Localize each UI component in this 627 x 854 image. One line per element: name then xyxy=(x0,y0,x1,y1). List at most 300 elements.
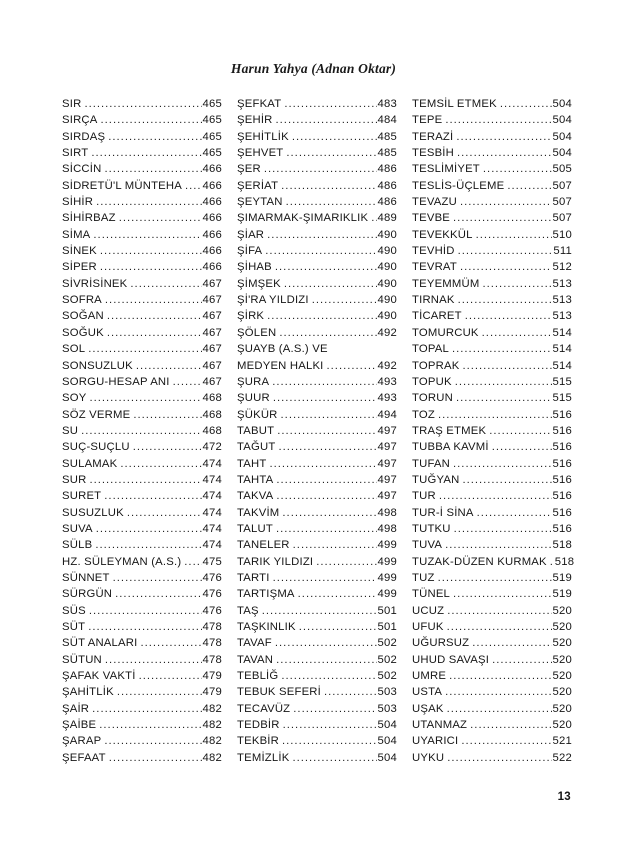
entry-term: ŞEHVET xyxy=(237,147,284,160)
dot-leader xyxy=(105,292,202,308)
entry-page: 468 xyxy=(202,408,222,421)
index-entry xyxy=(62,308,222,324)
dot-leader xyxy=(84,96,201,112)
entry-term: TOPRAK xyxy=(412,359,460,372)
index-entry xyxy=(412,570,572,586)
entry-term: UYARICI xyxy=(412,735,459,748)
index-entry xyxy=(237,161,397,177)
index-entry xyxy=(62,554,222,570)
index-entry xyxy=(412,750,572,766)
index-entry xyxy=(412,210,572,226)
index-entry xyxy=(412,341,572,357)
entry-term: ŞÜKÜR xyxy=(237,408,278,421)
entry-page: 465 xyxy=(202,147,222,160)
entry-page: 516 xyxy=(552,408,572,421)
index-entry xyxy=(62,407,222,423)
index-entry xyxy=(62,194,222,210)
entry-term: MEDYEN HALKI xyxy=(237,359,324,372)
entry-term: ŞEHİR xyxy=(237,114,273,127)
dot-leader xyxy=(276,472,376,488)
entry-term: Şİ'RA YILDIZI xyxy=(237,294,309,307)
entry-term: SULAMAK xyxy=(62,457,118,470)
dot-leader xyxy=(453,456,552,472)
entry-page: 493 xyxy=(377,392,397,405)
dot-leader xyxy=(453,210,552,226)
entry-term: TAVAF xyxy=(237,637,272,650)
dot-leader xyxy=(298,586,377,602)
index-entry xyxy=(62,374,222,390)
index-entry xyxy=(237,194,397,210)
dot-leader xyxy=(88,341,201,357)
entry-page: 503 xyxy=(377,686,397,699)
index-entry xyxy=(62,570,222,586)
entry-term: SURET xyxy=(62,490,102,503)
entry-term: ŞARAP xyxy=(62,735,102,748)
dot-leader xyxy=(284,96,376,112)
entry-page: 490 xyxy=(377,277,397,290)
entry-term: ŞİRK xyxy=(237,310,265,323)
entry-term: ŞUAYB (A.S.) VE xyxy=(237,343,328,356)
index-entry xyxy=(62,684,222,700)
index-entry xyxy=(412,668,572,684)
entry-page: 478 xyxy=(202,621,222,633)
dot-leader xyxy=(267,308,376,324)
entry-term: SU xyxy=(62,424,79,437)
dot-leader xyxy=(447,619,552,635)
entry-page: 482 xyxy=(202,719,222,732)
index-entry xyxy=(62,178,222,194)
entry-term: SÜTUN xyxy=(62,653,102,666)
running-header: Harun Yahya (Adnan Oktar) xyxy=(230,61,397,76)
entry-page: 511 xyxy=(553,245,572,258)
entry-term: TRAŞ ETMEK xyxy=(412,424,487,437)
index-entry xyxy=(412,178,572,194)
dot-leader xyxy=(283,717,377,733)
index-entry xyxy=(62,390,222,406)
index-entry xyxy=(237,259,397,275)
dot-leader xyxy=(104,733,201,749)
index-entry xyxy=(237,407,397,423)
index-entry xyxy=(412,358,572,374)
entry-page: 482 xyxy=(202,735,222,748)
index-entry xyxy=(412,652,572,668)
index-entry xyxy=(412,308,572,324)
index-entry xyxy=(62,276,222,292)
dot-leader xyxy=(108,129,201,145)
entry-term: TAHT xyxy=(237,457,267,470)
dot-leader xyxy=(267,227,376,243)
dot-leader xyxy=(292,750,376,766)
index-entry xyxy=(412,227,572,243)
entry-page: 499 xyxy=(377,555,397,568)
index-entry xyxy=(237,684,397,700)
entry-term: SIRDAŞ xyxy=(62,130,106,143)
entry-term: ŞEFKAT xyxy=(237,98,282,110)
dot-leader xyxy=(507,178,551,194)
index-entry xyxy=(237,308,397,324)
dot-leader xyxy=(286,194,377,210)
entry-page: 504 xyxy=(552,98,572,110)
index-entry xyxy=(237,358,397,374)
entry-page: 515 xyxy=(552,375,572,388)
entry-term: ŞİMŞEK xyxy=(237,277,281,290)
entry-page: 466 xyxy=(202,228,222,241)
entry-page: 519 xyxy=(552,571,572,584)
entry-page: 492 xyxy=(377,326,397,339)
dot-leader xyxy=(482,325,552,341)
index-entry xyxy=(412,488,572,504)
entry-page: 467 xyxy=(202,343,222,356)
entry-term: SİCCİN xyxy=(62,163,102,176)
entry-page: 504 xyxy=(377,735,397,748)
entry-page: 513 xyxy=(552,310,572,323)
entry-term: TUĞYAN xyxy=(412,473,460,486)
dot-leader xyxy=(91,145,201,161)
index-entry xyxy=(62,619,222,635)
index-entry xyxy=(237,668,397,684)
dot-leader xyxy=(465,308,552,324)
dot-leader xyxy=(96,521,202,537)
entry-page: 466 xyxy=(202,196,222,209)
entry-term: TUVA xyxy=(412,539,443,552)
entry-page: 513 xyxy=(552,294,572,307)
dot-leader xyxy=(273,390,377,406)
dot-leader xyxy=(327,358,377,374)
entry-page: 514 xyxy=(552,343,572,356)
entry-page: 514 xyxy=(552,359,572,372)
index-entry xyxy=(237,488,397,504)
entry-term: TOZ xyxy=(412,408,435,421)
dot-leader xyxy=(292,129,377,145)
dot-leader xyxy=(115,586,201,602)
entry-term: TUR xyxy=(412,490,436,503)
entry-page: 490 xyxy=(377,310,397,323)
entry-term: ŞIMARMAK-ŞIMARIKLIK xyxy=(237,212,369,225)
entry-page: 468 xyxy=(202,392,222,405)
entry-term: TOPAL xyxy=(412,343,449,356)
entry-page: 486 xyxy=(377,179,397,192)
index-entry xyxy=(237,178,397,194)
entry-page: 520 xyxy=(552,604,572,617)
index-entry xyxy=(412,407,572,423)
entry-page: 499 xyxy=(377,588,397,601)
entry-page: 493 xyxy=(377,375,397,388)
entry-page: 501 xyxy=(377,604,397,617)
dot-leader xyxy=(92,701,201,717)
entry-page: 513 xyxy=(552,277,572,290)
index-entry xyxy=(237,521,397,537)
entry-term: SİNEK xyxy=(62,245,97,258)
entry-page: 512 xyxy=(552,261,572,274)
index-entry xyxy=(237,652,397,668)
entry-term: SÖZ VERME xyxy=(62,408,131,421)
dot-leader xyxy=(492,439,552,455)
entry-page: 490 xyxy=(377,294,397,307)
entry-page: 482 xyxy=(202,702,222,715)
entry-term: UĞURSUZ xyxy=(412,637,470,650)
dot-leader xyxy=(461,733,551,749)
entry-term: ŞEHİTLİK xyxy=(237,130,289,143)
entry-page: 502 xyxy=(377,637,397,650)
entry-term: TEDBİR xyxy=(237,719,280,732)
entry-page: 476 xyxy=(202,604,222,617)
entry-page: 475 xyxy=(202,555,222,568)
entry-term: SIR xyxy=(62,98,82,110)
dot-leader xyxy=(492,652,551,668)
index-entry xyxy=(237,210,397,226)
entry-page: 507 xyxy=(552,179,572,192)
dot-leader xyxy=(185,178,202,194)
dot-leader xyxy=(462,472,551,488)
index-entry xyxy=(62,488,222,504)
index-entry xyxy=(412,554,575,570)
dot-leader xyxy=(455,374,552,390)
index-entry xyxy=(62,358,222,374)
dot-leader xyxy=(127,505,202,521)
entry-page: 499 xyxy=(377,539,397,552)
entry-term: TEPE xyxy=(412,114,443,127)
dot-leader xyxy=(460,194,552,210)
entry-term: TEVBE xyxy=(412,212,451,225)
entry-term: UHUD SAVAŞI xyxy=(412,653,490,666)
dot-leader xyxy=(282,733,377,749)
index-entry xyxy=(237,570,397,586)
entry-term: SUR xyxy=(62,473,87,486)
index-entry xyxy=(237,733,397,749)
index-entry xyxy=(412,374,572,390)
index-entry xyxy=(237,325,397,341)
dot-leader xyxy=(324,684,377,700)
dot-leader xyxy=(312,292,377,308)
index-entry xyxy=(62,341,222,357)
entry-page: 497 xyxy=(377,424,397,437)
entry-term: SÜRGÜN xyxy=(62,588,113,601)
index-entry xyxy=(412,537,572,553)
dot-leader xyxy=(439,488,552,504)
entry-term: ŞEYTAN xyxy=(237,196,283,209)
entry-term: SIRT xyxy=(62,147,89,160)
index-column xyxy=(62,96,222,766)
dot-leader xyxy=(277,423,376,439)
entry-term: SUVA xyxy=(62,522,93,535)
entry-page: 489 xyxy=(377,212,397,225)
dot-leader xyxy=(265,243,376,259)
dot-leader xyxy=(89,603,202,619)
index-entry xyxy=(412,292,572,308)
entry-page: 516 xyxy=(552,457,572,470)
index-entry xyxy=(412,129,572,145)
index-entry xyxy=(412,96,572,112)
entry-page: 503 xyxy=(377,702,397,715)
index-entry xyxy=(62,603,222,619)
index-entry xyxy=(237,243,397,259)
entry-page: 516 xyxy=(552,473,572,486)
dot-leader xyxy=(293,537,377,553)
index-entry xyxy=(62,96,222,112)
dot-leader xyxy=(460,259,552,275)
entry-term: SUSUZLUK xyxy=(62,506,124,519)
entry-page: 474 xyxy=(202,473,222,486)
index-entry xyxy=(237,341,397,357)
entry-page: 504 xyxy=(552,130,572,143)
dot-leader xyxy=(458,243,553,259)
entry-term: SOY xyxy=(62,392,87,405)
entry-term: ŞUUR xyxy=(237,392,270,405)
dot-leader xyxy=(447,701,552,717)
dot-leader xyxy=(454,521,552,537)
entry-term: TARIK YILDIZI xyxy=(237,555,314,568)
index-entry xyxy=(412,259,572,275)
index-entry xyxy=(237,423,397,439)
index-entry xyxy=(237,96,397,112)
entry-page: 479 xyxy=(202,670,222,683)
entry-page: 501 xyxy=(377,621,397,633)
entry-term: ŞURA xyxy=(237,375,270,388)
entry-page: 467 xyxy=(202,359,222,372)
entry-term: TERAZİ xyxy=(412,130,454,143)
entry-term: TABUT xyxy=(237,424,275,437)
dot-leader xyxy=(184,554,201,570)
entry-page: 492 xyxy=(377,359,397,372)
entry-term: TUTKU xyxy=(412,522,451,535)
entry-page: 507 xyxy=(552,212,572,225)
entry-page: 499 xyxy=(377,571,397,584)
dot-leader xyxy=(458,292,552,308)
dot-leader xyxy=(104,488,201,504)
entry-page: 490 xyxy=(377,245,397,258)
entry-page: 490 xyxy=(377,261,397,274)
entry-term: UMRE xyxy=(412,670,447,683)
index-column xyxy=(412,96,575,766)
entry-page: 497 xyxy=(377,457,397,470)
index-entry xyxy=(412,717,572,733)
entry-term: SOFRA xyxy=(62,294,102,307)
entry-page: 479 xyxy=(202,686,222,699)
dot-leader xyxy=(276,112,377,128)
dot-leader xyxy=(299,619,377,635)
entry-term: ŞİHAB xyxy=(237,261,272,274)
dot-leader xyxy=(457,145,552,161)
entry-page: 516 xyxy=(552,522,572,535)
dot-leader xyxy=(107,325,202,341)
entry-page: 466 xyxy=(202,212,222,225)
entry-page: 466 xyxy=(202,163,222,176)
entry-term: TESLİS-ÜÇLEME xyxy=(412,179,505,192)
entry-term: TAKVA xyxy=(237,490,274,503)
entry-term: ŞAHİTLİK xyxy=(62,686,114,699)
dot-leader xyxy=(445,537,551,553)
entry-term: SOL xyxy=(62,343,86,356)
entry-term: TEYEMMÜM xyxy=(412,277,480,290)
index-entry xyxy=(412,521,572,537)
entry-term: TOPUK xyxy=(412,375,452,388)
index-entry xyxy=(412,733,572,749)
dot-leader xyxy=(81,423,201,439)
entry-term: TARTIŞMA xyxy=(237,588,295,601)
index-entry xyxy=(62,325,222,341)
entry-term: TORUN xyxy=(412,392,453,405)
dot-leader xyxy=(264,161,377,177)
dot-leader xyxy=(140,635,201,651)
index-entry xyxy=(62,472,222,488)
dot-leader xyxy=(133,407,201,423)
entry-term: TİCARET xyxy=(412,310,462,323)
dot-leader xyxy=(105,652,202,668)
index-entry xyxy=(237,701,397,717)
index-entry xyxy=(237,374,397,390)
entry-page: 467 xyxy=(202,310,222,323)
dot-leader xyxy=(483,161,552,177)
entry-term: UFUK xyxy=(412,621,444,633)
index-columns xyxy=(62,96,575,766)
entry-term: SİDRETÜ'L MÜNTEHA xyxy=(62,179,182,192)
entry-term: SOĞAN xyxy=(62,310,104,323)
entry-term: TEKBİR xyxy=(237,735,280,748)
index-entry xyxy=(62,521,222,537)
dot-leader xyxy=(136,358,202,374)
dot-leader xyxy=(119,210,202,226)
entry-page: 474 xyxy=(202,522,222,535)
entry-term: TESLİMİYET xyxy=(412,163,480,176)
entry-term: TUR-İ SİNA xyxy=(412,506,474,519)
index-entry xyxy=(62,112,222,128)
entry-term: ŞAİBE xyxy=(62,719,97,732)
index-entry xyxy=(412,701,572,717)
dot-leader xyxy=(281,407,377,423)
index-entry xyxy=(62,652,222,668)
index-entry xyxy=(412,243,572,259)
index-entry xyxy=(237,456,397,472)
entry-term: ŞÖLEN xyxy=(237,326,277,339)
dot-leader xyxy=(269,456,376,472)
index-entry xyxy=(62,210,222,226)
dot-leader xyxy=(88,619,201,635)
entry-page: 504 xyxy=(377,751,397,764)
entry-page: 494 xyxy=(377,408,397,421)
entry-page: 502 xyxy=(377,670,397,683)
dot-leader xyxy=(99,717,201,733)
index-entry xyxy=(237,554,397,570)
entry-page: 478 xyxy=(202,653,222,666)
dot-leader xyxy=(101,112,202,128)
dot-leader xyxy=(477,505,552,521)
dot-leader xyxy=(100,243,202,259)
index-column xyxy=(237,96,397,766)
entry-term: UTANMAZ xyxy=(412,719,468,732)
dot-leader xyxy=(117,684,202,700)
entry-page: 465 xyxy=(202,130,222,143)
entry-page: 518 xyxy=(554,555,575,568)
entry-page: 520 xyxy=(552,719,572,732)
dot-leader xyxy=(447,603,551,619)
dot-leader xyxy=(281,668,376,684)
entry-page: 484 xyxy=(377,114,397,127)
entry-term: TECAVÜZ xyxy=(237,702,291,715)
entry-term: SİPER xyxy=(62,261,97,274)
entry-page: 522 xyxy=(552,751,572,764)
index-entry xyxy=(62,292,222,308)
index-entry xyxy=(412,161,572,177)
entry-term: TEMİZLİK xyxy=(237,751,290,764)
entry-term: SOĞUK xyxy=(62,326,104,339)
entry-page: 497 xyxy=(377,473,397,486)
entry-page: 521 xyxy=(552,735,572,748)
index-entry xyxy=(62,145,222,161)
entry-term: TEVRAT xyxy=(412,261,457,274)
index-entry xyxy=(62,259,222,275)
entry-term: TÜNEL xyxy=(412,588,451,601)
entry-page: 476 xyxy=(202,588,222,601)
